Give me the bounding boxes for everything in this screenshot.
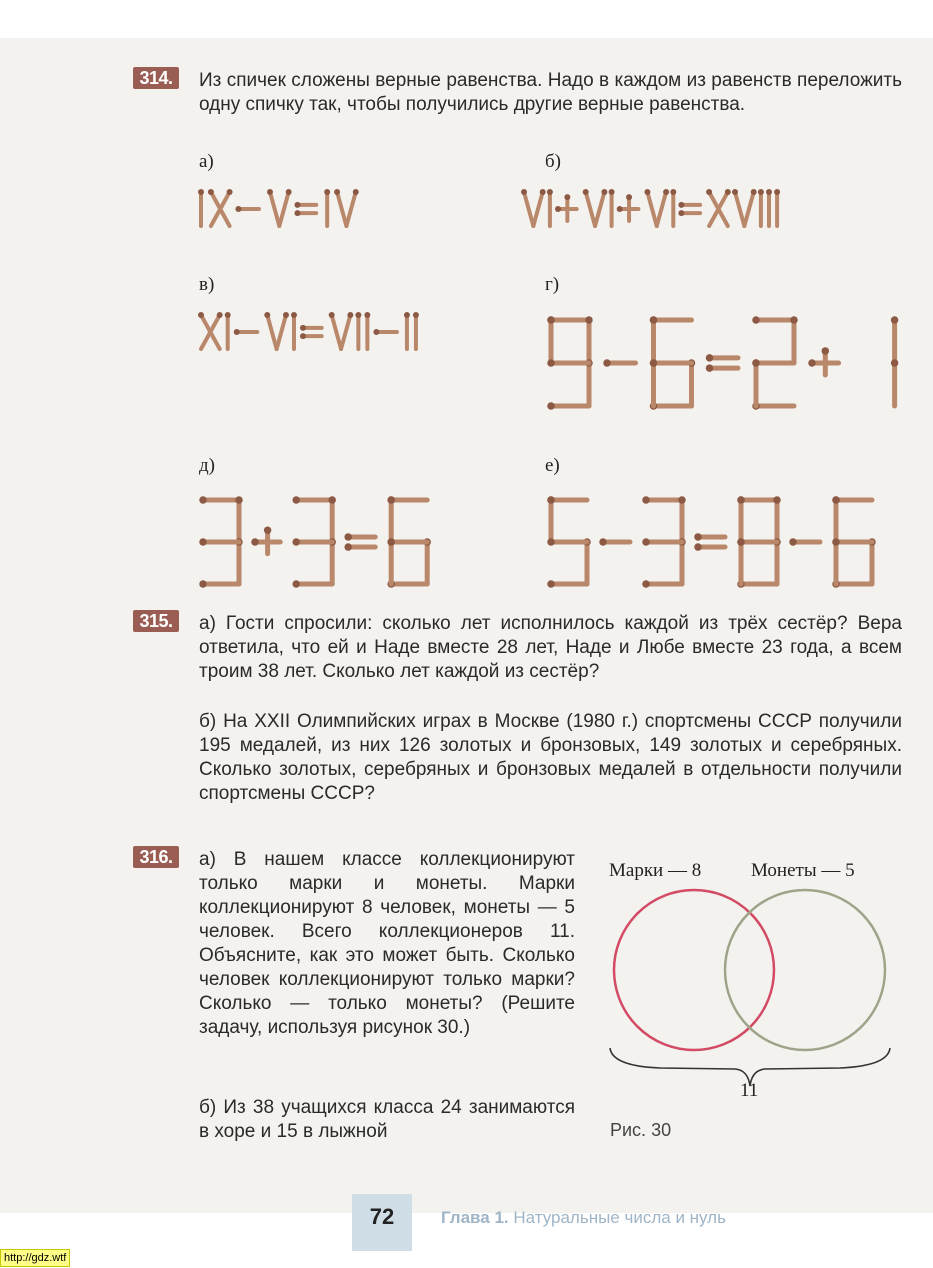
match-head: [540, 189, 546, 195]
label-g: г): [545, 274, 560, 295]
match-head: [725, 189, 731, 195]
equation-a: [198, 189, 359, 226]
match-head: [547, 496, 555, 504]
matchstick: [346, 192, 355, 226]
problem-number-316: 316.: [133, 846, 179, 868]
matchstick: [595, 192, 604, 226]
watermark-link[interactable]: http://gdz.wtf: [0, 1249, 70, 1267]
match-head: [650, 359, 658, 367]
match-head: [650, 316, 658, 324]
matchstick: [279, 192, 288, 226]
match-head: [294, 210, 300, 216]
chapter-title: Натуральные числа и нуль: [513, 1208, 726, 1227]
figure-caption: Рис. 30: [610, 1120, 672, 1140]
equation-v: [198, 312, 419, 349]
match-head: [694, 533, 702, 541]
match-head: [404, 312, 410, 318]
problem-315-part-b: б) На XXII Олимпийских играх в Москве (1980 г.) спортсмены СССР получили 195 медалей, из них 126 золотых и бронзовых, 149 золотых и серебряных. Сколько золотых, серебряных и бронзовых медалей в отдельности получили спортсмены СССР?: [199, 711, 902, 804]
label-b: б): [545, 151, 561, 172]
match-head: [234, 329, 240, 335]
match-head: [789, 538, 797, 546]
matchstick: [533, 192, 542, 226]
matchstick: [524, 192, 533, 226]
match-head: [663, 189, 669, 195]
match-head: [292, 580, 300, 588]
match-head: [198, 189, 204, 195]
match-head: [286, 189, 292, 195]
match-head: [300, 325, 306, 331]
match-head: [227, 189, 233, 195]
match-head: [292, 496, 300, 504]
match-head: [235, 206, 241, 212]
match-head: [217, 312, 223, 318]
match-head: [199, 580, 207, 588]
venn-label-stamps: Марки — 8: [609, 860, 702, 881]
problem-number-314: 314.: [133, 67, 179, 89]
matchstick: [586, 192, 595, 226]
page-number: 72: [369, 1204, 395, 1229]
match-head: [599, 538, 607, 546]
match-head: [564, 194, 570, 200]
match-head: [706, 364, 714, 372]
match-head: [198, 312, 204, 318]
match-head: [547, 359, 555, 367]
match-head: [832, 538, 840, 546]
chapter-footer: [441, 1208, 726, 1228]
match-head: [678, 202, 684, 208]
match-head: [235, 496, 243, 504]
match-head: [300, 333, 306, 339]
problem-314-text: Из спичек сложены верные равенства. Надо в каждом из равенств переложить одну спичку так, чтобы получились другие верные равенства.: [199, 70, 902, 115]
matchstick: [267, 315, 276, 349]
match-head: [199, 496, 207, 504]
match-head: [583, 189, 589, 195]
equation-g: [547, 316, 898, 410]
match-head: [752, 359, 760, 367]
match-head: [626, 194, 632, 200]
match-head: [774, 189, 780, 195]
match-head: [264, 526, 272, 534]
match-head: [344, 543, 352, 551]
match-head: [555, 206, 561, 212]
matchstick: [744, 192, 753, 226]
match-head: [547, 189, 553, 195]
match-head: [751, 189, 757, 195]
match-head: [808, 359, 816, 367]
match-head: [291, 312, 297, 318]
match-head: [547, 402, 555, 410]
label-a: а): [199, 151, 214, 172]
label-e: е): [545, 455, 560, 476]
label-d: д): [199, 455, 215, 476]
match-head: [603, 359, 611, 367]
match-head: [642, 580, 650, 588]
match-head: [706, 354, 714, 362]
match-head: [891, 316, 899, 324]
match-head: [891, 359, 899, 367]
match-head: [225, 312, 231, 318]
match-head: [324, 189, 330, 195]
match-head: [347, 312, 353, 318]
equation-b: [521, 189, 780, 226]
match-head: [334, 189, 340, 195]
matchstick: [332, 315, 341, 349]
match-head: [264, 312, 270, 318]
match-head: [773, 496, 781, 504]
match-head: [373, 329, 379, 335]
matchstick: [647, 192, 656, 226]
match-head: [267, 189, 273, 195]
matchstick: [657, 192, 666, 226]
match-head: [329, 312, 335, 318]
match-head: [642, 538, 650, 546]
chapter-label: Глава 1.: [441, 1208, 509, 1227]
match-head: [387, 538, 395, 546]
match-head: [601, 189, 607, 195]
match-head: [790, 316, 798, 324]
match-head: [208, 189, 214, 195]
match-head: [328, 496, 336, 504]
match-head: [617, 206, 623, 212]
matchstick: [270, 192, 279, 226]
match-head: [670, 189, 676, 195]
matchstick: [341, 315, 350, 349]
match-head: [737, 538, 745, 546]
matchstick: [337, 192, 346, 226]
problem-316-part-a: а) В нашем классе коллекционируют только марки и монеты. Марки коллекционируют 8 человек, монеты — 5 человек. Всего коллекционеров 11. Объясните, как это может быть. Сколько человек коллекционируют только марки? Сколько — только монеты? (Решите задачу, используя рисунок 30.): [199, 849, 575, 1038]
match-head: [642, 496, 650, 504]
match-head: [547, 538, 555, 546]
match-head: [387, 496, 395, 504]
match-head: [294, 202, 300, 208]
textbook-page: [0, 38, 933, 1229]
match-head: [832, 496, 840, 504]
match-head: [547, 580, 555, 588]
matchstick-equations: [0, 38, 933, 598]
match-head: [644, 189, 650, 195]
match-head: [413, 312, 419, 318]
equation-e: [547, 496, 876, 588]
match-head: [752, 316, 760, 324]
venn-label-coins: Монеты — 5: [751, 860, 855, 881]
match-head: [283, 312, 289, 318]
match-head: [355, 312, 361, 318]
matchstick: [735, 192, 744, 226]
match-head: [678, 496, 686, 504]
coins-circle: [725, 890, 885, 1050]
match-head: [292, 538, 300, 546]
equation-d: [199, 496, 431, 588]
problem-316-part-b: б) Из 38 учащихся класса 24 занимаются в хоре и 15 в лыжной: [199, 1097, 575, 1142]
match-head: [344, 533, 352, 541]
match-head: [706, 189, 712, 195]
match-head: [364, 312, 370, 318]
match-head: [521, 189, 527, 195]
venn-total: 11: [740, 1080, 759, 1101]
problem-number-315: 315.: [133, 610, 179, 632]
match-head: [585, 316, 593, 324]
match-head: [251, 538, 259, 546]
match-head: [694, 543, 702, 551]
problem-315-part-a: а) Гости спросили: сколько лет исполнилось каждой из трёх сестёр? Вера ответила, что ей и Наде вместе 28 лет, Наде и Любе вместе 23 года, а всем троим 38 лет. Сколько лет каждой из сестёр?: [199, 613, 902, 682]
matchstick: [277, 315, 286, 349]
match-head: [758, 189, 764, 195]
match-head: [678, 210, 684, 216]
match-head: [732, 189, 738, 195]
label-v: в): [199, 274, 215, 295]
match-head: [547, 316, 555, 324]
match-head: [766, 189, 772, 195]
match-head: [822, 347, 830, 355]
match-head: [609, 189, 615, 195]
stamps-circle: [614, 890, 774, 1050]
venn-diagram: [600, 888, 900, 1103]
match-head: [199, 538, 207, 546]
match-head: [353, 189, 359, 195]
match-head: [737, 496, 745, 504]
